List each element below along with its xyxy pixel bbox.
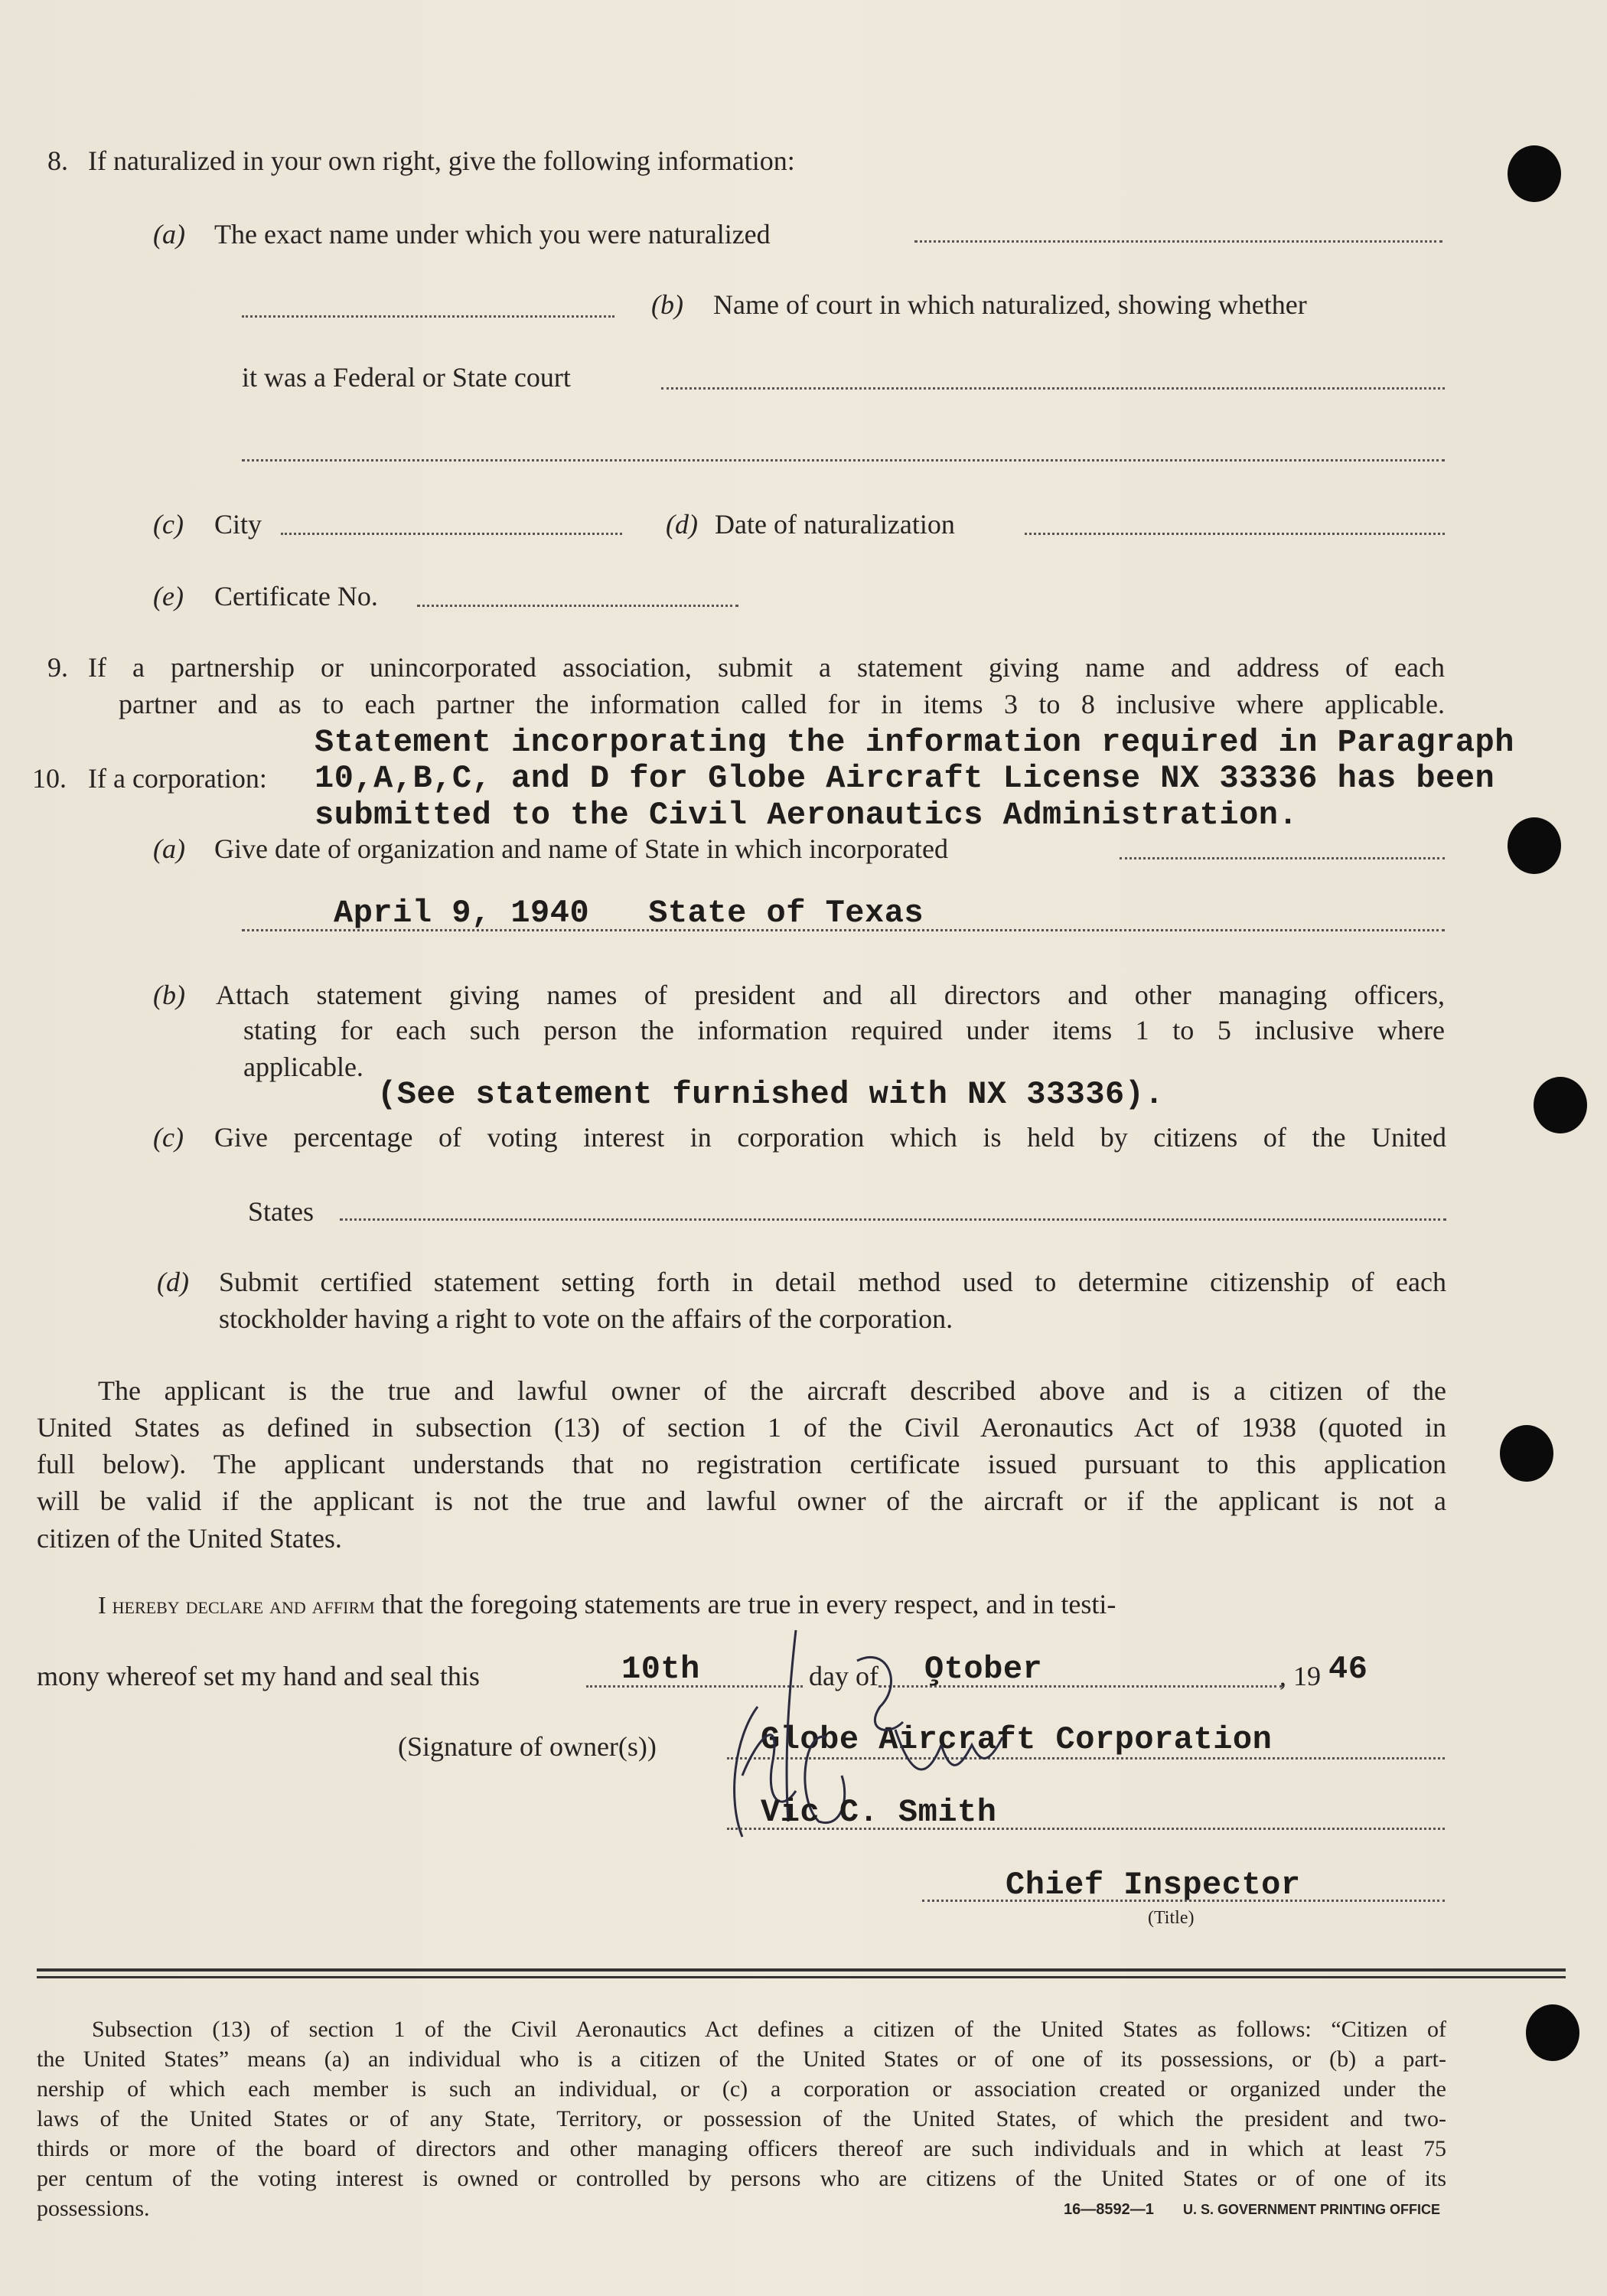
item8d-text: Date of naturalization <box>715 509 955 540</box>
item10a-text: Give date of organization and name of State in which incorporated <box>214 833 949 864</box>
title-field[interactable] <box>922 1900 1445 1902</box>
item10-typed-statement-1: Statement incorporating the information required in Paragraph <box>315 724 1514 761</box>
item10b-line1: Attach statement giving names of president and all directors and other managing officers, <box>216 980 1445 1010</box>
punch-hole <box>1508 145 1561 202</box>
year-value[interactable]: 46 <box>1328 1651 1368 1688</box>
affirm-line2c: , 19 <box>1279 1661 1321 1691</box>
item8a-label: (a) <box>153 219 185 249</box>
divider-rule <box>37 1976 1566 1978</box>
footnote-line: thirds or more of the board of directors and other managing officers thereof are such individuals and in which at least 75 <box>37 2136 1446 2161</box>
item10b-line2: stating for each such person the information required under items 1 to 5 inclusive where <box>243 1015 1445 1045</box>
footnote-line: the United States” means (a) an individual who is a citizen of the United States or of one of its possessions, or (b) a part- <box>37 2047 1446 2072</box>
day-value[interactable]: 10th <box>621 1651 700 1688</box>
item10c-label: (c) <box>153 1122 184 1153</box>
item10-typed-statement-2: 10,A,B,C, and D for Globe Aircraft License NX 33336 has been <box>315 760 1495 797</box>
declaration-line: full below). The applicant understands that no registration certificate issued pursuant to this application <box>37 1449 1446 1479</box>
printer-credit: U. S. GOVERNMENT PRINTING OFFICE <box>1183 2202 1441 2217</box>
item8d-label: (d) <box>666 509 698 540</box>
affirm-line2b: day of <box>809 1661 878 1691</box>
declaration-line: The applicant is the true and lawful owner of the aircraft described above and is a citizen of the <box>98 1375 1446 1406</box>
item8b-label: (b) <box>651 289 683 320</box>
item8c-text: City <box>214 509 262 540</box>
declaration-line: citizen of the United States. <box>37 1523 342 1554</box>
item10c-text2: States <box>248 1196 314 1227</box>
item9-line2: partner and as to each partner the information called for in items 3 to 8 inclusive where applicable. <box>119 689 1445 719</box>
title-value[interactable]: Chief Inspector <box>1006 1867 1301 1903</box>
owner-name[interactable]: Globe Aircraft Corporation <box>761 1721 1273 1758</box>
item9-number: 9. <box>47 652 68 683</box>
item8e-label: (e) <box>153 581 184 612</box>
item8b-text2: it was a Federal or State court <box>242 362 571 393</box>
item10c-field[interactable] <box>340 1218 1446 1221</box>
affirm-line2a: mony whereof set my hand and seal this <box>37 1661 480 1691</box>
item10d-line2: stockholder having a right to vote on the affairs of the corporation. <box>219 1303 953 1334</box>
footnote-line: per centum of the voting interest is owned or controlled by persons who are citizens of the United States or of one of its <box>37 2166 1446 2191</box>
footnote-line: Subsection (13) of section 1 of the Civil Aeronautics Act defines a citizen of the United States as follows: “Citizen of <box>92 2017 1446 2042</box>
punch-hole <box>1508 817 1561 874</box>
item8a-field[interactable] <box>914 240 1442 243</box>
month-value[interactable]: O̧tober <box>924 1651 1043 1688</box>
item8b-field[interactable] <box>661 387 1445 390</box>
item8c-label: (c) <box>153 509 184 540</box>
signature-label: (Signature of owner(s)) <box>398 1731 657 1762</box>
item8a-text: The exact name under which you were naturalized <box>214 219 771 249</box>
form-number: 16—8592—1 <box>1064 2201 1154 2218</box>
item8d-field[interactable] <box>1025 533 1445 535</box>
item8e-text: Certificate No. <box>214 581 378 612</box>
item10d-line1: Submit certified statement setting forth in detail method used to determine citizenship of each <box>219 1267 1446 1297</box>
declaration-line: will be valid if the applicant is not the true and lawful owner of the aircraft or if the applicant is not a <box>37 1486 1446 1516</box>
footnote-line: possessions. <box>37 2196 150 2221</box>
item8a-field-cont[interactable] <box>242 315 614 318</box>
item10b-value[interactable]: (See statement furnished with NX 33336). <box>377 1076 1165 1113</box>
item8-text: If naturalized in your own right, give the following information: <box>88 145 795 176</box>
item9-line1: If a partnership or unincorporated association, submit a statement giving name and address of each <box>88 652 1445 683</box>
item8b-field-cont[interactable] <box>242 459 1445 461</box>
item8-number: 8. <box>47 145 68 176</box>
item10a-field-line <box>242 929 1445 931</box>
punch-hole <box>1500 1425 1553 1482</box>
item10a-label: (a) <box>153 833 185 864</box>
item10a-field[interactable] <box>1120 857 1445 859</box>
item10-text: If a corporation: <box>88 763 267 794</box>
affirm-rest: that the foregoing statements are true in every respect, and in testi- <box>381 1589 1116 1619</box>
declaration-line: United States as defined in subsection (13) of section 1 of the Civil Aeronautics Act of 1938 (quoted in <box>37 1412 1446 1443</box>
signer-field[interactable] <box>727 1828 1445 1830</box>
footnote-line: laws of the United States or of any State, Territory, or possession of the United States, of which the president and two- <box>37 2106 1446 2131</box>
item10b-label: (b) <box>153 980 185 1010</box>
item8e-field[interactable] <box>417 605 738 607</box>
divider-rule <box>37 1968 1566 1971</box>
item10a-value[interactable]: April 9, 1940 State of Texas <box>334 895 924 931</box>
affirm-lead: I hereby declare and affirm <box>98 1591 375 1619</box>
title-label: (Title) <box>1148 1908 1195 1928</box>
item10d-label: (d) <box>157 1267 189 1297</box>
signer-name[interactable]: Vic C. Smith <box>761 1794 997 1831</box>
item10-number: 10. <box>32 763 67 794</box>
item8c-field[interactable] <box>281 533 622 535</box>
item10b-line3: applicable. <box>243 1052 363 1082</box>
item10c-text: Give percentage of voting interest in corporation which is held by citizens of the United <box>214 1122 1446 1153</box>
punch-hole <box>1526 2004 1579 2061</box>
punch-hole <box>1534 1077 1587 1133</box>
item10-typed-statement-3: submitted to the Civil Aeronautics Administration. <box>315 797 1299 833</box>
footnote-line: nership of which each member is such an individual, or (c) a corporation or association created or organized under the <box>37 2076 1446 2102</box>
item8b-text: Name of court in which naturalized, showing whether <box>713 289 1307 320</box>
affirm-line1 <box>98 1589 1446 1620</box>
